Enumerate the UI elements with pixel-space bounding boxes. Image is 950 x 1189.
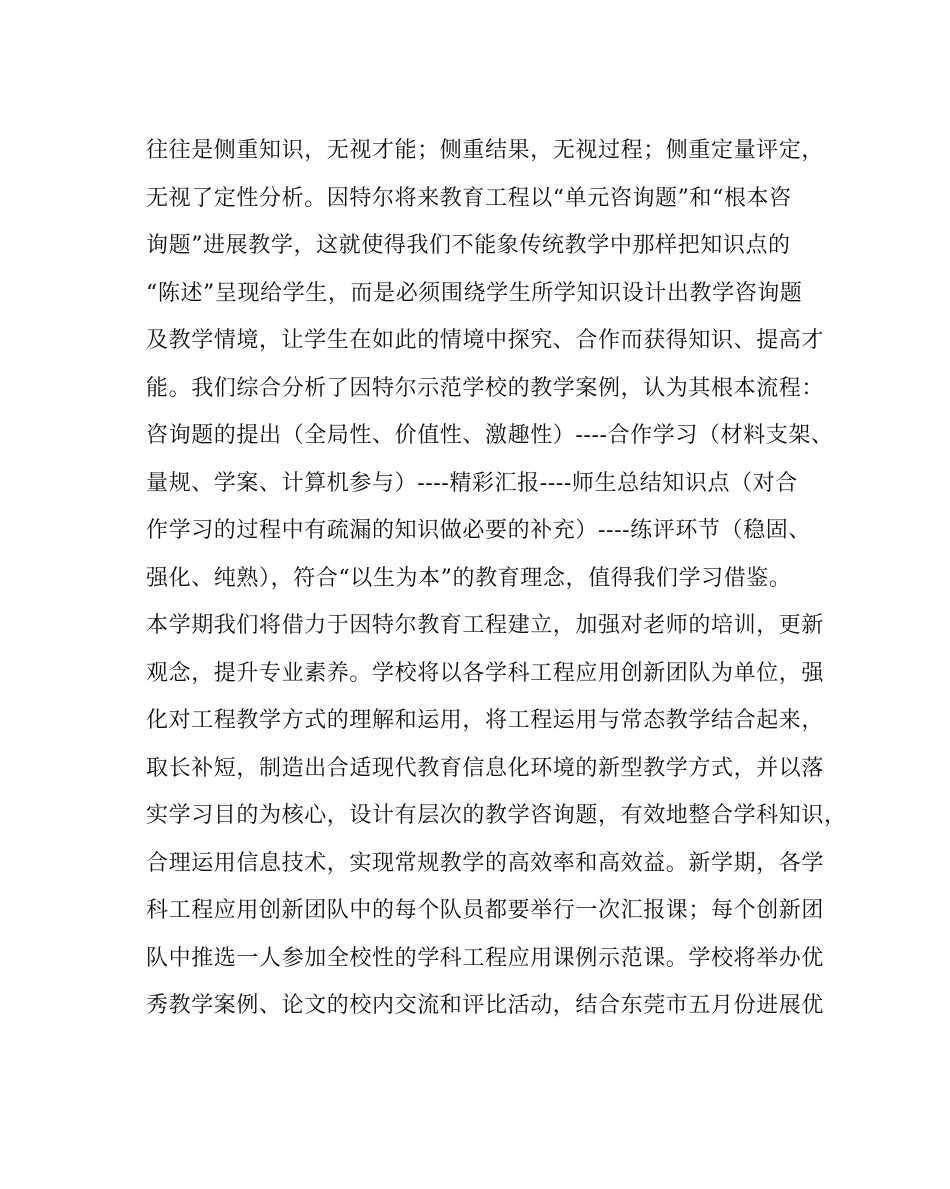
text-line: 合理运用信息技术，实现常规教学的高效率和高效益。新学期，各学	[146, 850, 825, 876]
text-line: 观念，提升专业素养。学校将以各学科工程应用创新团队为单位，强	[146, 660, 825, 686]
text-line: 及教学情境，让学生在如此的情境中探究、合作而获得知识、提高才	[146, 328, 825, 353]
text-line: 本学期我们将借力于因特尔教育工程建立，加强对老师的培训，更新	[146, 613, 825, 638]
text-line: 科工程应用创新团队中的每个队员都要举行一次汇报课；每个创新团	[146, 898, 825, 923]
text-line: 作学习的过程中有疏漏的知识做必要的补充）----练评环节（稳固、	[146, 518, 811, 543]
text-line: 能。我们综合分析了因特尔示范学校的教学案例，认为其根本流程：	[146, 375, 825, 401]
text-line: 无视了定性分析。因特尔将来教育工程以“单元咨询题”和“根本咨	[146, 185, 792, 211]
text-line: 往往是侧重知识，无视才能；侧重结果，无视过程；侧重定量评定，	[146, 138, 825, 163]
text-line: 队中推选一人参加全校性的学科工程应用课例示范课。学校将举办优	[146, 945, 825, 971]
body-text	[146, 127, 847, 1030]
text-line: 咨询题的提出（全局性、价值性、激趣性）----合作学习（材料支架、	[146, 423, 834, 448]
text-line: 询题”进展教学，这就使得我们不能象传统教学中那样把知识点的	[146, 233, 791, 258]
text-line: 取长补短，制造出合适现代教育信息化环境的新型教学方式，并以落	[146, 755, 825, 781]
text-line: 秀教学案例、论文的校内交流和评比活动，结合东莞市五月份进展优	[146, 993, 825, 1018]
text-line: 化对工程教学方式的理解和运用，将工程运用与常态教学结合起来，	[146, 708, 825, 733]
text-line: “陈述”呈现给学生，而是必须围绕学生所学知识设计出教学咨询题	[146, 280, 803, 306]
text-line: 量规、学案、计算机参与）----精彩汇报----师生总结知识点（对合	[146, 470, 798, 496]
text-line: 强化、纯熟），符合“以生为本”的教育理念，值得我们学习借鉴。	[146, 565, 792, 591]
text-line: 实学习目的为核心，设计有层次的教学咨询题，有效地整合学科知识，	[146, 803, 847, 828]
